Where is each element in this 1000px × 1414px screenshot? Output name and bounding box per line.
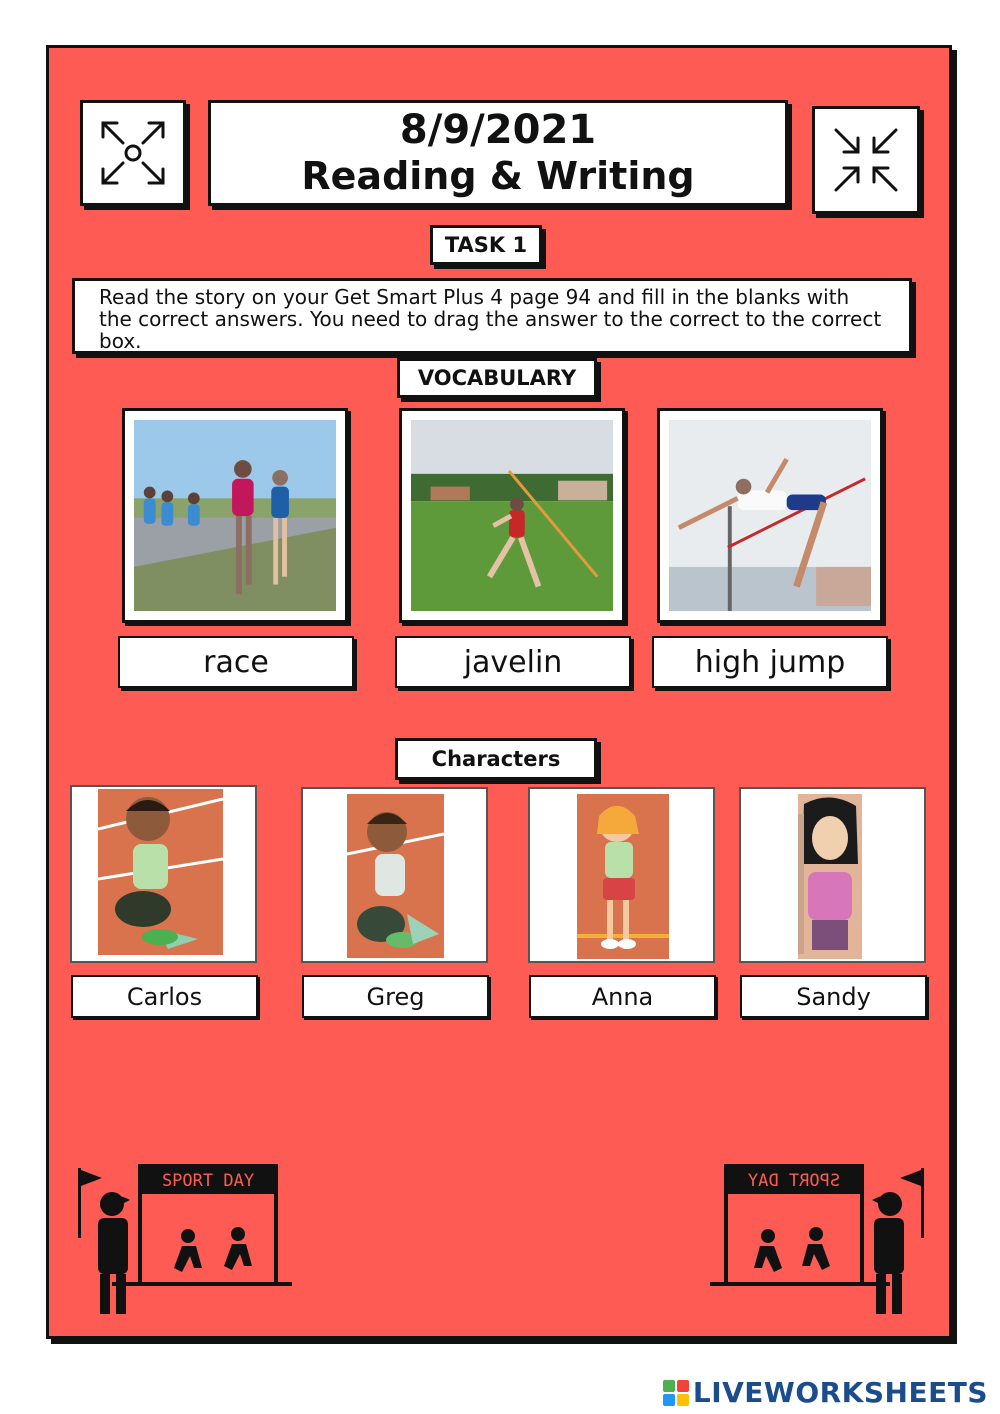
character-name-anna: Anna	[529, 975, 716, 1018]
high-jump-photo	[657, 408, 883, 623]
sport-day-banner-right: SPORT DAY	[747, 1171, 841, 1191]
brand-name: LIVEWORKSHEETS	[692, 1376, 988, 1409]
vocab-word-high-jump: high jump	[652, 636, 888, 688]
vocab-word-javelin: javelin	[395, 636, 631, 688]
expand-arrows-icon	[93, 113, 173, 193]
sport-day-banner-left: SPORT DAY	[161, 1171, 255, 1191]
race-photo	[122, 408, 348, 623]
instructions-text: Read the story on your Get Smart Plus 4 page 94 and fill in the blanks with the correct answers. You need to drag the answer to the correct to the correct box.	[72, 278, 912, 354]
liveworksheets-logo-icon	[663, 1380, 689, 1406]
sport-day-left-illustration	[72, 1160, 294, 1316]
expand-icon-box	[80, 100, 186, 206]
collapse-arrows-icon	[826, 120, 906, 200]
collapse-icon-box	[812, 106, 920, 214]
vocabulary-label: VOCABULARY	[397, 358, 597, 398]
javelin-photo	[399, 408, 625, 623]
character-name-carlos: Carlos	[71, 975, 258, 1018]
character-image-greg	[301, 787, 488, 963]
character-image-anna	[528, 787, 715, 963]
character-image-sandy	[739, 787, 926, 963]
sport-day-right-illustration	[708, 1160, 930, 1316]
liveworksheets-brand[interactable]	[663, 1376, 988, 1409]
worksheet-title: Reading & Writing	[301, 154, 695, 198]
vocab-word-race: race	[118, 636, 354, 688]
worksheet-date: 8/9/2021	[399, 107, 597, 153]
title-box	[208, 100, 788, 206]
characters-label: Characters	[395, 738, 597, 780]
character-image-carlos	[70, 785, 257, 963]
character-name-sandy: Sandy	[740, 975, 927, 1018]
task-label: TASK 1	[430, 225, 542, 265]
character-name-greg: Greg	[302, 975, 489, 1018]
